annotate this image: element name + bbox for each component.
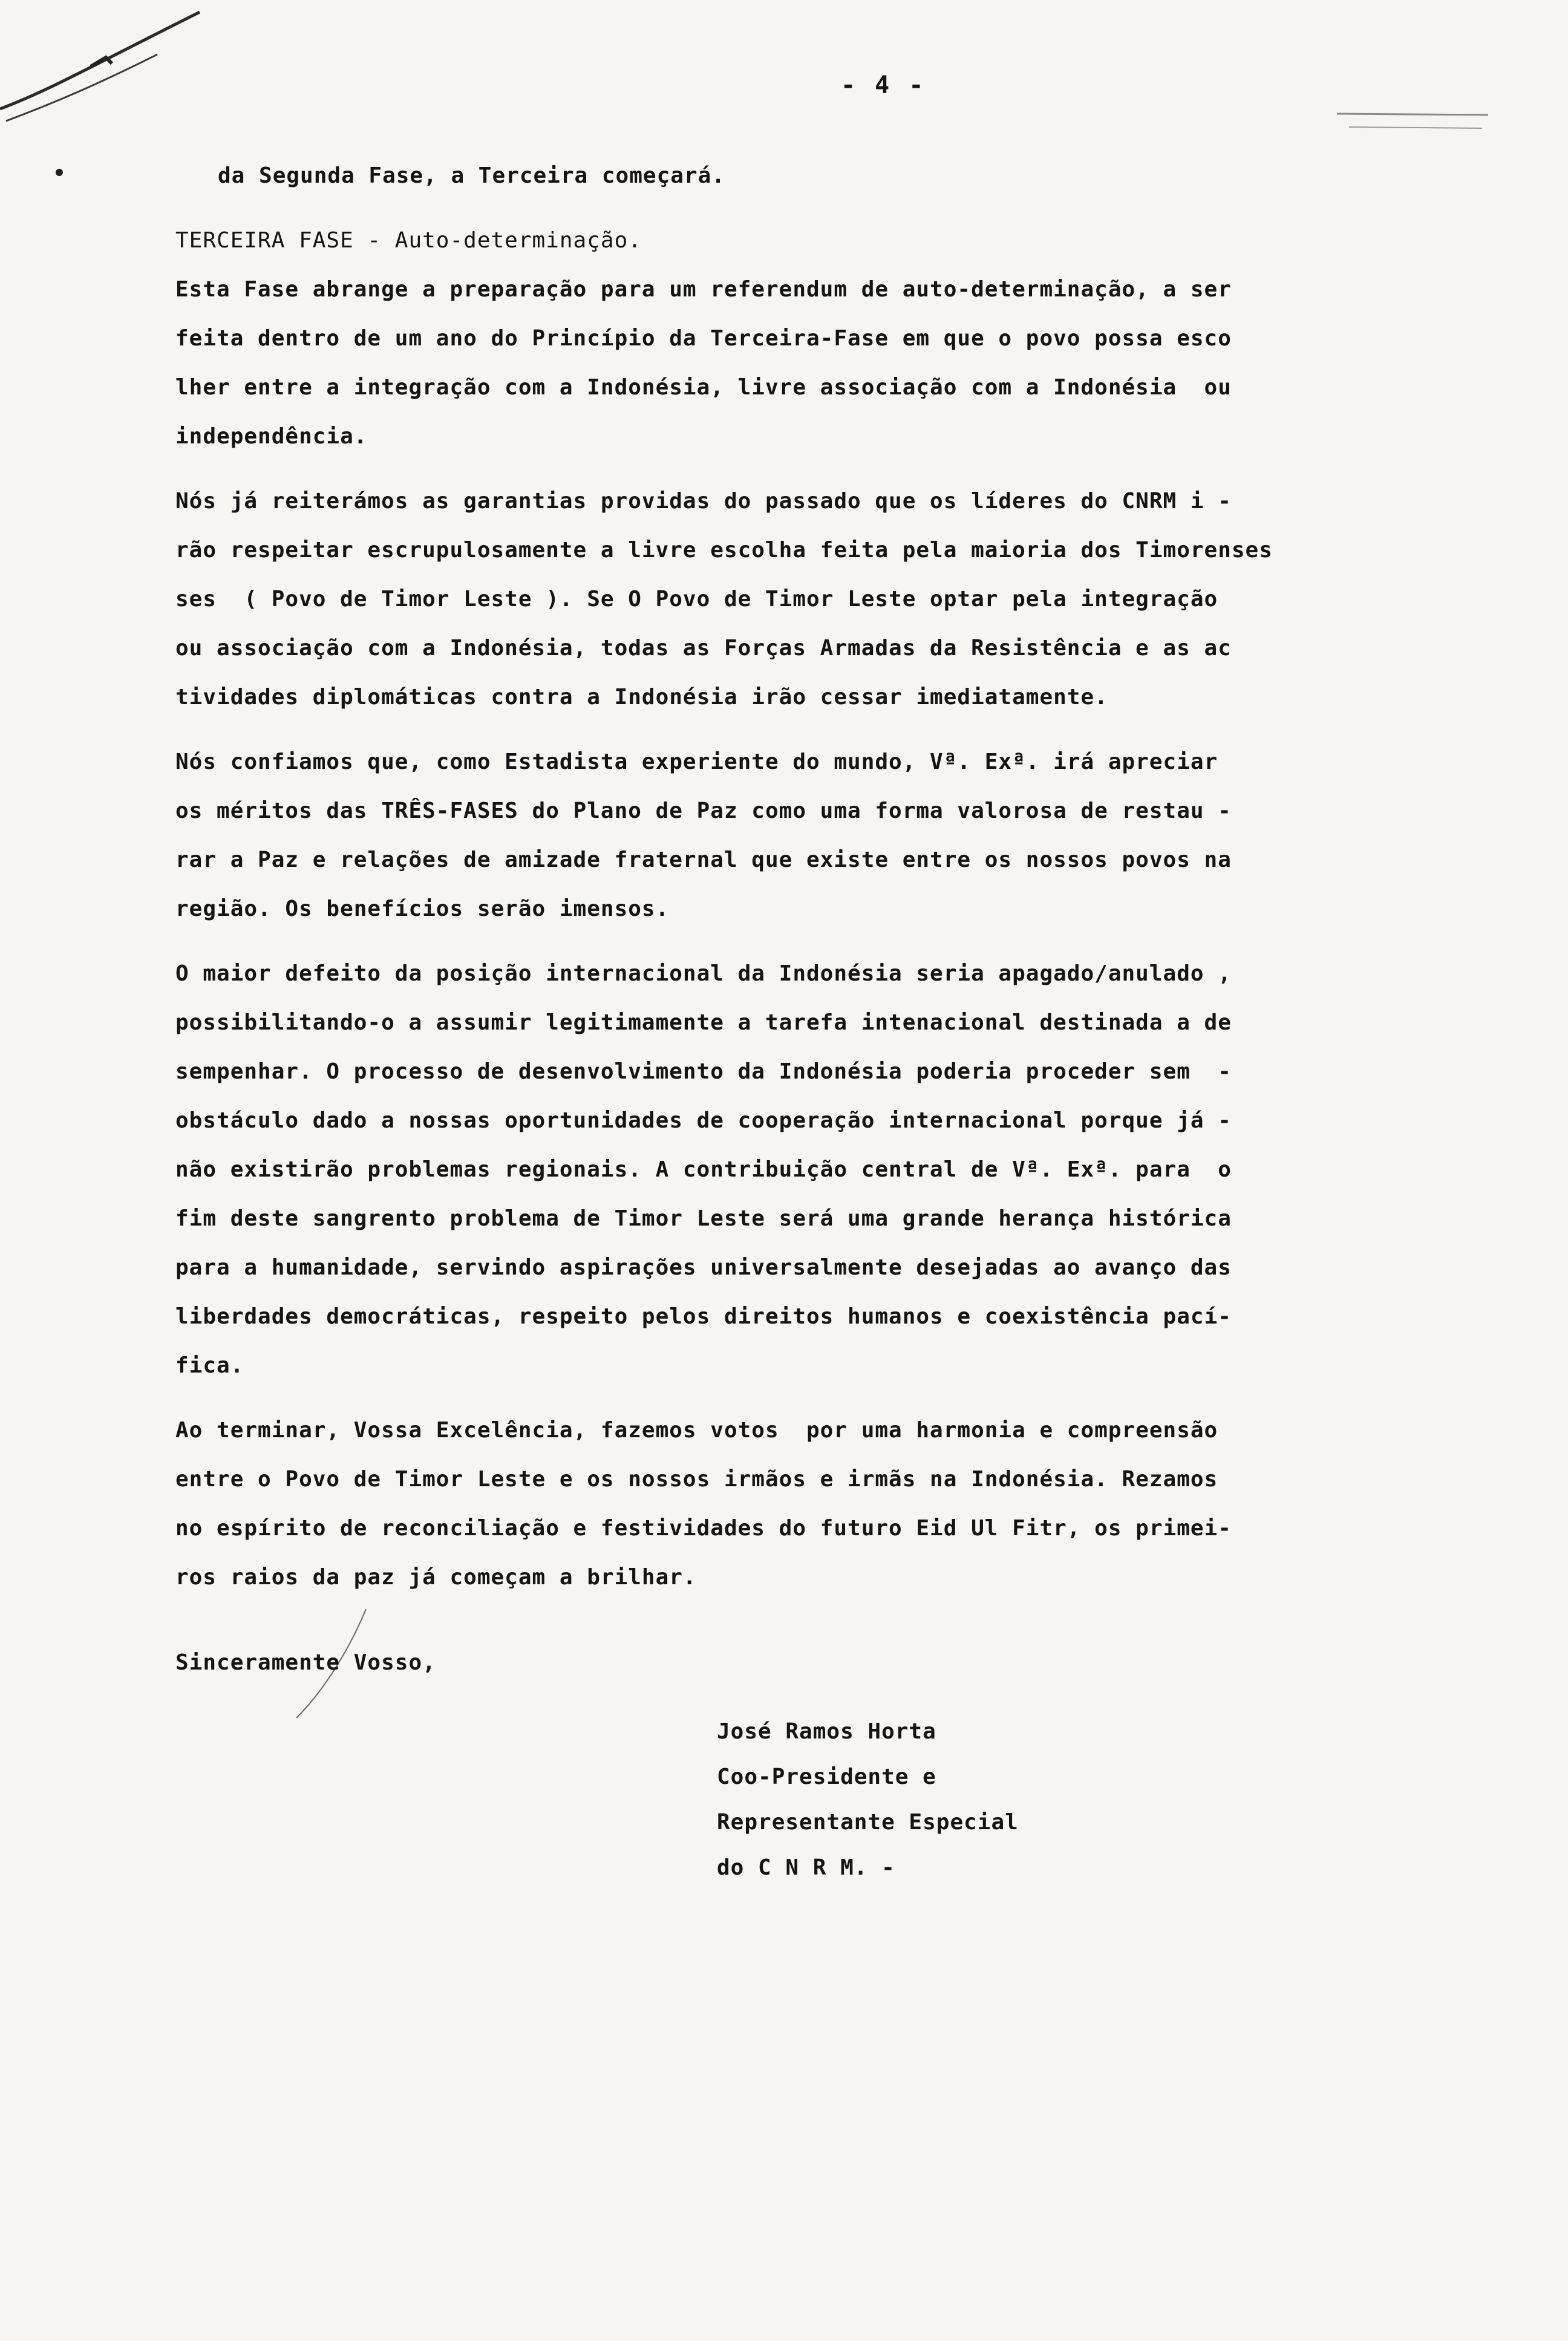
paragraph-terceira-fase: [175, 216, 1385, 461]
text-line: sempenhar. O processo de desenvolvimento da Indonésia poderia proceder sem -: [175, 1059, 1232, 1084]
text-line: ros raios da paz já começam a brilhar.: [175, 1565, 697, 1590]
text-line: fica.: [175, 1353, 244, 1378]
text-line: entre o Povo de Timor Leste e os nossos irmãos e irmãs na Indonésia. Rezamos: [175, 1467, 1218, 1492]
text-line: no espírito de reconciliação e festividades do futuro Eid Ul Fitr, os primei-: [175, 1516, 1232, 1541]
text-line: não existirão problemas regionais. A contribuição central de Vª. Exª. para o: [175, 1157, 1232, 1182]
paragraph-garantias: [175, 477, 1385, 722]
text-line: os méritos das TRÊS-FASES do Plano de Paz como uma forma valorosa de restau -: [175, 798, 1232, 823]
paragraph-maior-defeito: [175, 949, 1385, 1390]
scan-mark-bullet: [53, 166, 65, 178]
text-line: feita dentro de um ano do Princípio da Terceira-Fase em que o povo possa esco: [175, 326, 1232, 351]
scan-mark-top-left: [0, 0, 230, 145]
signatory-role: Representante Especial: [717, 1810, 1019, 1835]
text-line: para a humanidade, servindo aspirações universalmente desejadas ao avanço das: [175, 1255, 1232, 1280]
text-line: região. Os benefícios serão imensos.: [175, 896, 670, 921]
text-line: independência.: [175, 424, 368, 449]
signatory-organization: do C N R M. -: [717, 1855, 895, 1880]
text-line: da Segunda Fase, a Terceira começará.: [218, 163, 725, 188]
section-heading: TERCEIRA FASE - Auto-determinação.: [175, 228, 642, 253]
text-line: ses ( Povo de Timor Leste ). Se O Povo de Timor Leste optar pela integração: [175, 587, 1218, 612]
text-line: lher entre a integração com a Indonésia, livre associação com a Indonésia ou: [175, 375, 1232, 400]
letter-body: [175, 151, 1385, 1687]
text-line: fim deste sangrento problema de Timor Leste será uma grande herança histórica: [175, 1206, 1232, 1231]
text-line: Nós confiamos que, como Estadista experiente do mundo, Vª. Exª. irá apreciar: [175, 749, 1218, 774]
text-line: obstáculo dado a nossas oportunidades de cooperação internacional porque já -: [175, 1108, 1232, 1133]
text-line: Esta Fase abrange a preparação para um referendum de auto-determinação, a ser: [175, 277, 1232, 302]
paragraph-ao-terminar: [175, 1406, 1385, 1602]
closing-salutation: Sinceramente Vosso,: [175, 1650, 436, 1675]
scan-mark-top-right: [1331, 103, 1500, 139]
signature-block: [717, 1709, 1019, 1890]
signatory-name: José Ramos Horta: [717, 1719, 936, 1744]
text-line: rar a Paz e relações de amizade fraternal que existe entre os nossos povos na: [175, 847, 1232, 872]
paragraph-continuation: [175, 151, 1385, 200]
text-line: O maior defeito da posição internacional da Indonésia seria apagado/anulado ,: [175, 961, 1232, 986]
text-line: rão respeitar escrupulosamente a livre escolha feita pela maioria dos Timorenses: [175, 538, 1273, 563]
text-line: Ao terminar, Vossa Excelência, fazemos votos por uma harmonia e compreensão: [175, 1418, 1218, 1443]
text-line: liberdades democráticas, respeito pelos direitos humanos e coexistência pací-: [175, 1304, 1232, 1329]
text-line: ou associação com a Indonésia, todas as Forças Armadas da Resistência e as ac: [175, 636, 1232, 661]
text-line: Nós já reiterámos as garantias providas do passado que os líderes do CNRM i -: [175, 489, 1232, 514]
signatory-title: Coo-Presidente e: [717, 1765, 936, 1789]
text-line: possibilitando-o a assumir legitimamente a tarefa intenacional destinada a de: [175, 1010, 1232, 1035]
text-line: tividades diplomáticas contra a Indonésia irão cessar imediatamente.: [175, 685, 1108, 710]
paragraph-confiamos: [175, 737, 1385, 933]
page-number: - 4 -: [841, 71, 926, 99]
